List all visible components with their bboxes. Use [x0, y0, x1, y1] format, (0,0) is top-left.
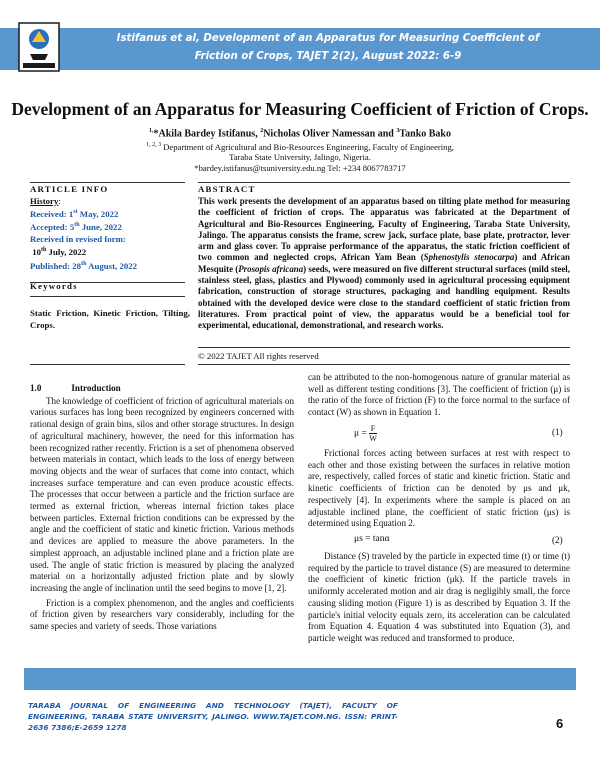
paper-title: Development of an Apparatus for Measuring Coefficient of Friction of Crops.: [11, 99, 589, 119]
journal-footer: TARABA JOURNAL OF ENGINEERING AND TECHNOLOGY (TAJET), FACULTY OF ENGINEERING, TARABA STATE UNIVERSITY, JALINGO. WWW.TAJET.COM.NG. ISSN: PRINT- 2636 7386;E-2659 1278: [28, 701, 398, 732]
equation-2-number: (2): [552, 535, 563, 545]
right-column-part-1: [308, 372, 570, 419]
revised-date: 10th July, 2022: [32, 247, 87, 258]
paragraph: The knowledge of coefficient of friction of agricultural materials on various surfaces has long been recognized by engineers concerned with rational design of grain bins, silos and other storage structures. In design of agricultural machinery, however, the need for this information has been recognized rather recently. Friction is a set of phenomena observed between materials in contact, which leads to the loss of energy between moving objects and the wear of surfaces that come into contact, which increases surface temperature and can even produce acoustic effects. The processes that occur between a particle and the friction surface are termed as external friction, whereas internal friction takes place between particles. External friction conditions can be expressed by the angle and the coefficient of static and kinetic friction. Various methods and devices are applied to measure the above parameters. In the simplest approach, an adjustable inclined plane and a friction plate are used. The angle of static friction is measured by placing the analyzed material on a horizontally adjusted friction plate and by slowly increasing the angle of inclination until the seed begins to move [1, 2].: [30, 395, 294, 593]
revised-label: Received in revised form:: [30, 233, 126, 244]
abstract-heading: ABSTRACT: [198, 184, 256, 194]
section-heading: 1.0 Introduction: [30, 383, 121, 393]
keywords: Static Friction, Kinetic Friction, Tilting, Crops.: [30, 308, 190, 330]
running-header-line-1: Istifanus et al, Development of an Apparatus for Measuring Coefficient of: [116, 33, 540, 44]
article-info-heading: ARTICLE INFO: [30, 184, 109, 194]
copyright: © 2022 TAJET All rights reserved: [198, 351, 319, 361]
article-info: ARTICLE INFO History: Received: 1st May, 2022 Accepted: 5th June, 2022 Received in revised form: 10th July, 2022 Published: 28th August, 2022 Keywords: [30, 184, 180, 293]
left-column: [30, 383, 294, 633]
history-label: History: [30, 195, 59, 206]
author-line: $^{1,}$*Akila Bardey Istifanus, $^2$Nicholas Oliver Namessan and $^3$Tanko Bako: [149, 128, 451, 140]
paragraph: Friction is a complex phenomenon, and the angles and coefficients of friction given by researchers vary considerably, including for the same species and variety of seeds. Those variations: [30, 597, 294, 632]
running-header: [96, 30, 560, 66]
divider: [30, 296, 185, 297]
author-1: *Akila Bardey Istifanus,: [153, 128, 261, 140]
abstract-text: This work presents the development of an apparatus based on tilting plate method for measuring the coefficient of friction of crops. The apparatus was fabricated at the Department of Agricultural and Bio-Resources Engineering, Faculty of Engineering, Taraba State University, Jalingo. The apparatus consists the frame, screw jack, surface plate, base plate, protractor, lever arm and glass cover. To appraise performance of the apparatus, the static friction coefficient of two common and neglected crops, African Yam Bean (Sphenostylis stenocarpa) and African Mesquite (Prosopis africana) seeds, were measured on five different structural surfaces (mild steel, stainless steel, glass, plastics and Plywood) commonly used in agricultural processing equipment fabrication, construction of storage structures, packaging and handling equipment. Results obtained with the developed device were close to the standard coefficient of static friction from literatures. From practical point of view, the apparatus would be a beneficial tool for experimental, educational, demonstrational, and research works.: [198, 196, 570, 331]
journal-logo: [18, 22, 60, 72]
divider: [198, 347, 570, 348]
footer-bar: [24, 668, 576, 690]
paragraph: Distance (S) traveled by the particle in expected time (t) or time (t) required by the particle to travel distance (S) are measured to determine the coefficient of kinetic friction (μk). If the particle travels in uniformly accelerated motion and air drag is negligibly small, the force causing sliding motion (Figure 1) is as described by Equation 3. If the particle's initial velocity equals zero, its acceleration can be calculated from Equation 4. Equation 4 was substituted into Equation (3), and particle weight was reduced and transformed to produce.: [308, 551, 570, 643]
published-date: Published: 28th August, 2022: [30, 260, 138, 271]
divider: [30, 182, 185, 183]
divider: [198, 364, 570, 365]
right-column-part-2: [308, 448, 570, 530]
running-header-line-2: Friction of Crops, TAJET 2(2), August 2022: 6-9: [194, 51, 462, 62]
divider: [30, 364, 185, 365]
page-number: 6: [556, 716, 564, 731]
paragraph: Frictional forces acting between surfaces at rest with respect to each other and those existing between the surfaces in relative motion are, respectively, called forces of static and kinetic friction. Static and kinetic coefficients of friction can be denoted by μs and μk, respectively [4]. In experiments where the sample is placed on an adjustable inclined plane, the coefficient of static friction (μs) is determined using Equation 2.: [308, 448, 570, 529]
author-3: Tanko Bako: [399, 128, 451, 140]
accepted-date: Accepted: 5th June, 2022: [30, 222, 122, 233]
affiliation: $^{1, 2, 3}$ Department of Agricultural and Bio-Resources Engineering, Faculty of Engineering, Taraba State University, Jalingo, Nigeria. *bardey.istifanus@tsuniversity.edu.ng Tel: +234 8067783717: [0, 140, 600, 173]
equation-2: μs = tanα: [354, 534, 390, 544]
equation-1: μ = $\frac{F}{W}$: [354, 424, 377, 443]
equation-1-number: (1): [552, 427, 563, 437]
keywords-heading: Keywords: [30, 281, 78, 292]
author-2: Nicholas Oliver Namessan and: [263, 128, 397, 140]
paragraph: can be attributed to the non-homogenous nature of granular material as well as different testing conditions [3]. The coefficient of friction (μ) is the ratio of the force of friction (F) to the force normal to the surface of contact (W) as shown in Equation 1.: [308, 372, 570, 418]
divider: [198, 182, 570, 183]
author-email: *bardey.istifanus@tsuniversity.edu.ng Tel: +234 8067783717: [194, 162, 406, 173]
header-banner: [0, 28, 600, 70]
received-date: Received: 1st May, 2022: [30, 208, 119, 219]
right-column-part-3: [308, 551, 570, 645]
